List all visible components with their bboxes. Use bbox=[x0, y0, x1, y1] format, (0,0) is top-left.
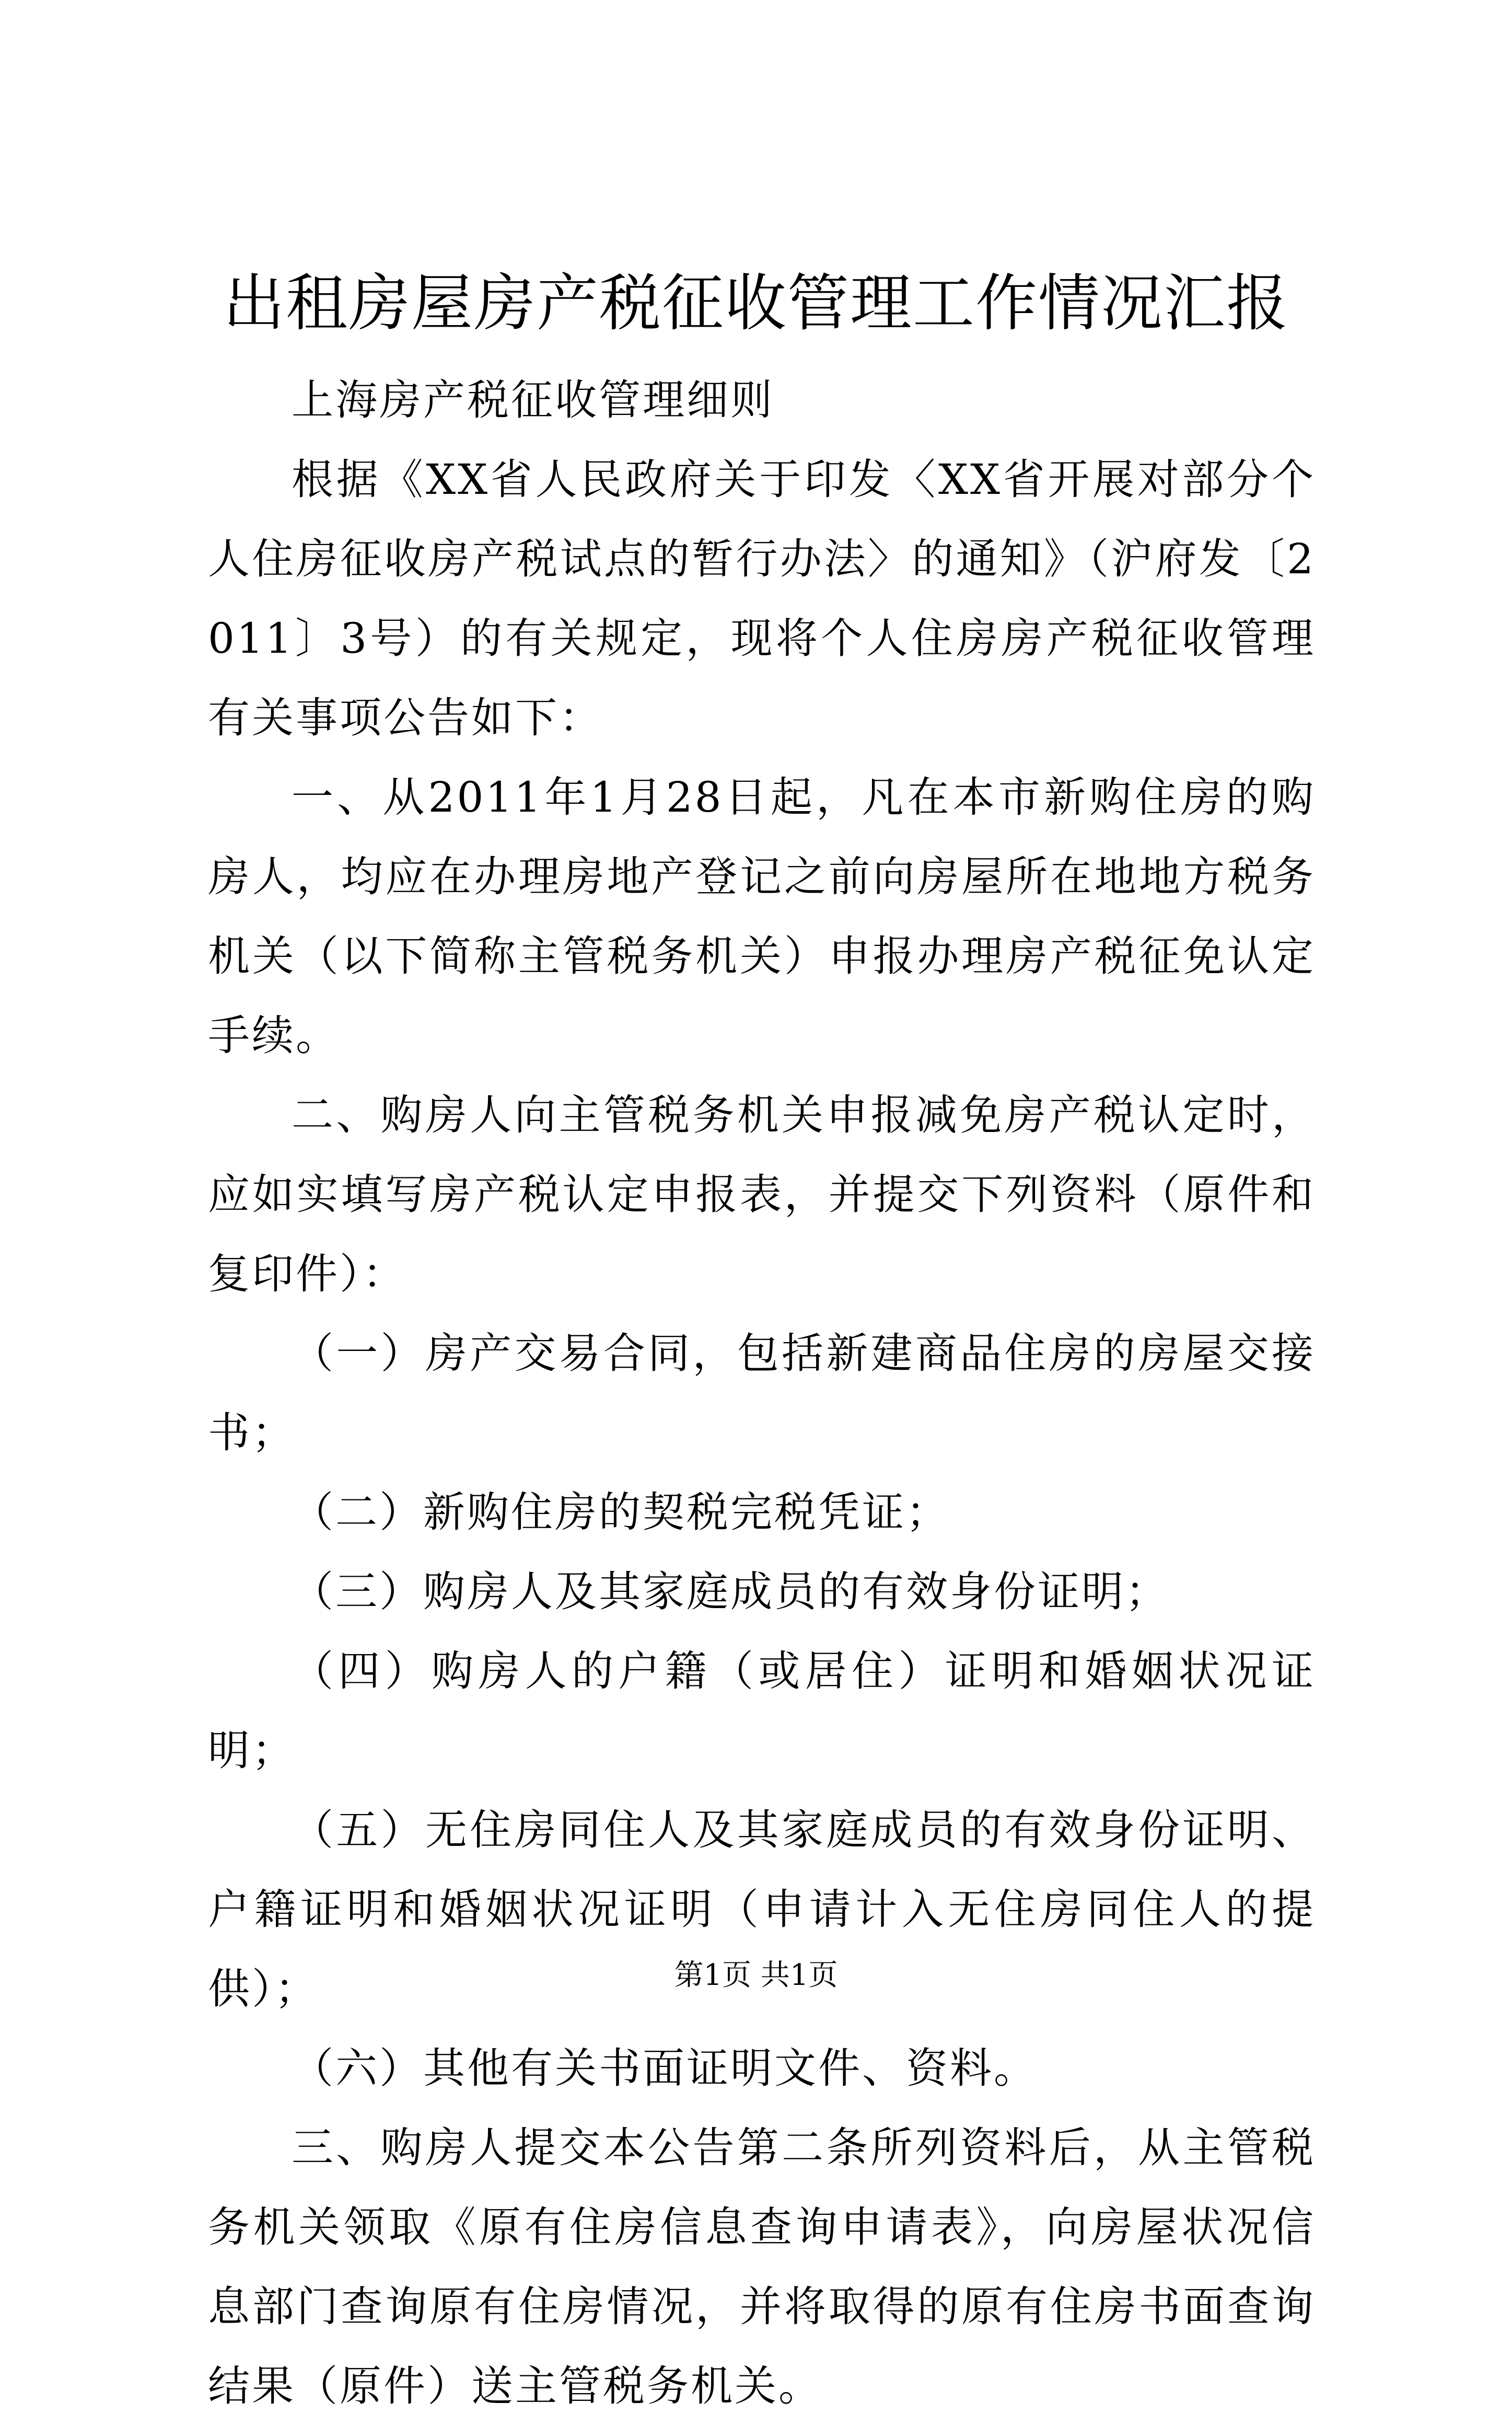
document-title: 出租房屋房产税征收管理工作情况汇报 bbox=[223, 267, 1289, 339]
list-item-5: （五）无住房同住人及其家庭成员的有效身份证明、户籍证明和婚姻状况证明（申请计入无住房同住人的提供）； bbox=[208, 1806, 1316, 2013]
list-item-3: （三）购房人及其家庭成员的有效身份证明； bbox=[292, 1567, 1169, 1616]
page-footer: 第1页 共1页 bbox=[674, 1958, 838, 1992]
paragraph-intro: 根据《XX省人民政府关于印发〈XX省开展对部分个人住房征收房产税试点的暂行办法〉的通知》（沪府发〔2011〕3号）的有关规定，现将个人住房房产税征收管理有关事项公告如下： bbox=[208, 455, 1316, 742]
document-body bbox=[208, 361, 1316, 2426]
paragraph-article-2: 二、购房人向主管税务机关申报减免房产税认定时，应如实填写房产税认定申报表，并提交下列资料（原件和复印件）： bbox=[208, 1091, 1316, 1298]
paragraph-subtitle: 上海房产税征收管理细则 bbox=[292, 376, 774, 424]
paragraph-article-1: 一、从2011年1月28日起，凡在本市新购住房的购房人，均应在办理房地产登记之前向房屋所在地地方税务机关（以下简称主管税务机关）申报办理房产税征免认定手续。 bbox=[208, 773, 1316, 1060]
paragraph-article-3: 三、购房人提交本公告第二条所列资料后，从主管税务机关领取《原有住房信息查询申请表》，向房屋状况信息部门查询原有住房情况，并将取得的原有住房书面查询结果（原件）送主管税务机关。 bbox=[208, 2123, 1316, 2410]
list-item-1: （一）房产交易合同，包括新建商品住房的房屋交接书； bbox=[208, 1329, 1316, 1457]
list-item-6: （六）其他有关书面证明文件、资料。 bbox=[292, 2044, 1038, 2093]
list-item-4: （四）购房人的户籍（或居住）证明和婚姻状况证明； bbox=[208, 1647, 1316, 1775]
list-item-2: （二）新购住房的契税完税凭证； bbox=[292, 1488, 950, 1537]
